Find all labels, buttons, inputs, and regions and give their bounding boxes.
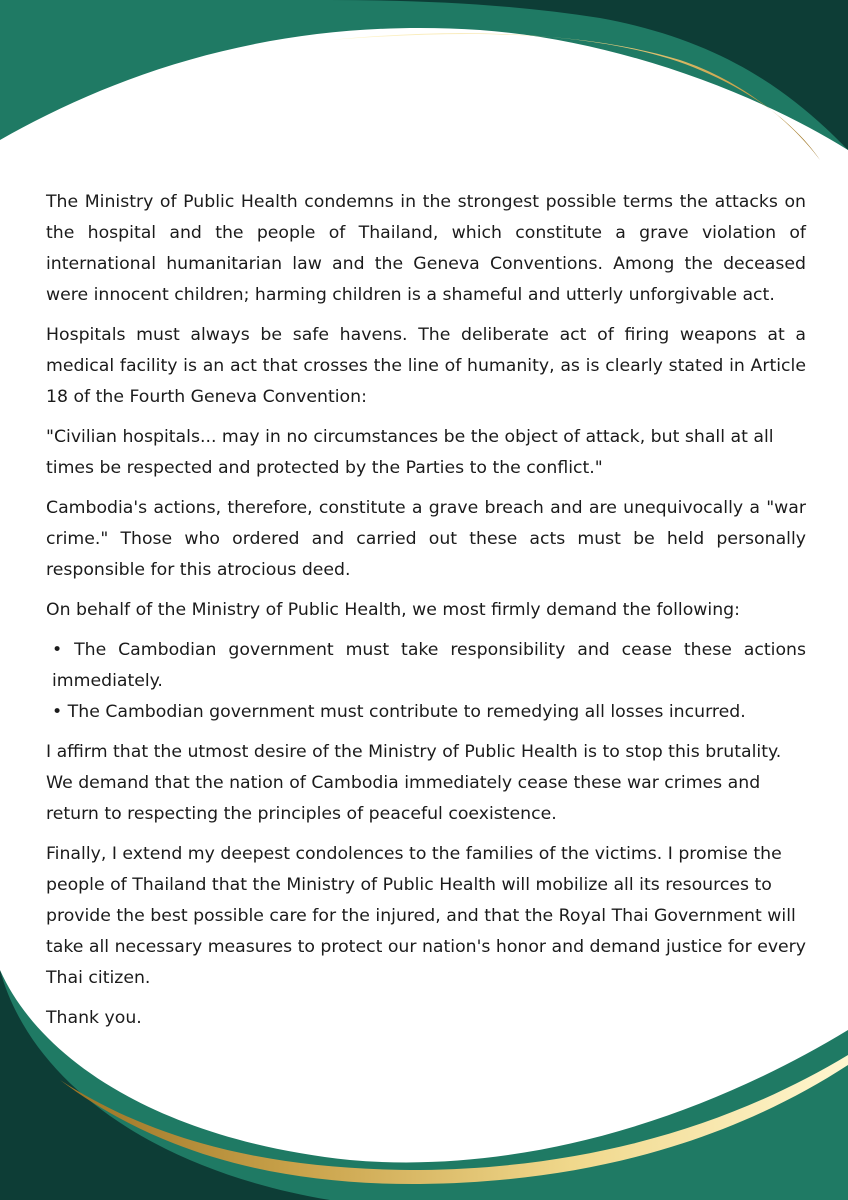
demand-item: • The Cambodian government must take responsibility and cease these actions immediately. [52, 640, 806, 691]
demand-item: • The Cambodian government must contribute to remedying all losses incurred. [52, 702, 746, 722]
paragraph-war-crime: Cambodia's actions, therefore, constitute a grave breach and are unequivocally a "war crime." Those who ordered and carried out these acts must be held personally responsible for this atrocious deed. [46, 498, 806, 580]
letter-body [46, 187, 806, 1043]
paragraph-demand-intro: On behalf of the Ministry of Public Health, we most firmly demand the following: [46, 600, 740, 620]
paragraph-condolences: Finally, I extend my deepest condolences to the families of the victims. I promise the people of Thailand that the Ministry of Public Health will mobilize all its resources to provide the best possible care for the injured, and that the Royal Thai Government will take all necessary measures to protect our nation's honor and demand justice for every Thai citizen. [46, 844, 807, 988]
paragraph-convention-quote: "Civilian hospitals... may in no circumstances be the object of attack, but shall at all times be respected and protected by the Parties to the conflict." [46, 427, 774, 478]
paragraph-affirmation: I affirm that the utmost desire of the Ministry of Public Health is to stop this brutality. We demand that the nation of Cambodia immediately cease these war crimes and return to respecting the principles of peaceful coexistence. [46, 742, 782, 824]
paragraph-condemnation: The Ministry of Public Health condemns in the strongest possible terms the attacks on the hospital and the people of Thailand, which constitute a grave violation of international humanitarian law and the Geneva Conventions. Among the deceased were innocent children; harming children is a shameful and utterly unforgivable act. [46, 192, 806, 305]
sign-off: Thank you. [46, 1008, 142, 1028]
paragraph-safe-havens: Hospitals must always be safe havens. The deliberate act of firing weapons at a medical facility is an act that crosses the line of humanity, as is clearly stated in Article 18 of the Fourth Geneva Convention: [46, 325, 806, 407]
demand-list [46, 635, 806, 728]
